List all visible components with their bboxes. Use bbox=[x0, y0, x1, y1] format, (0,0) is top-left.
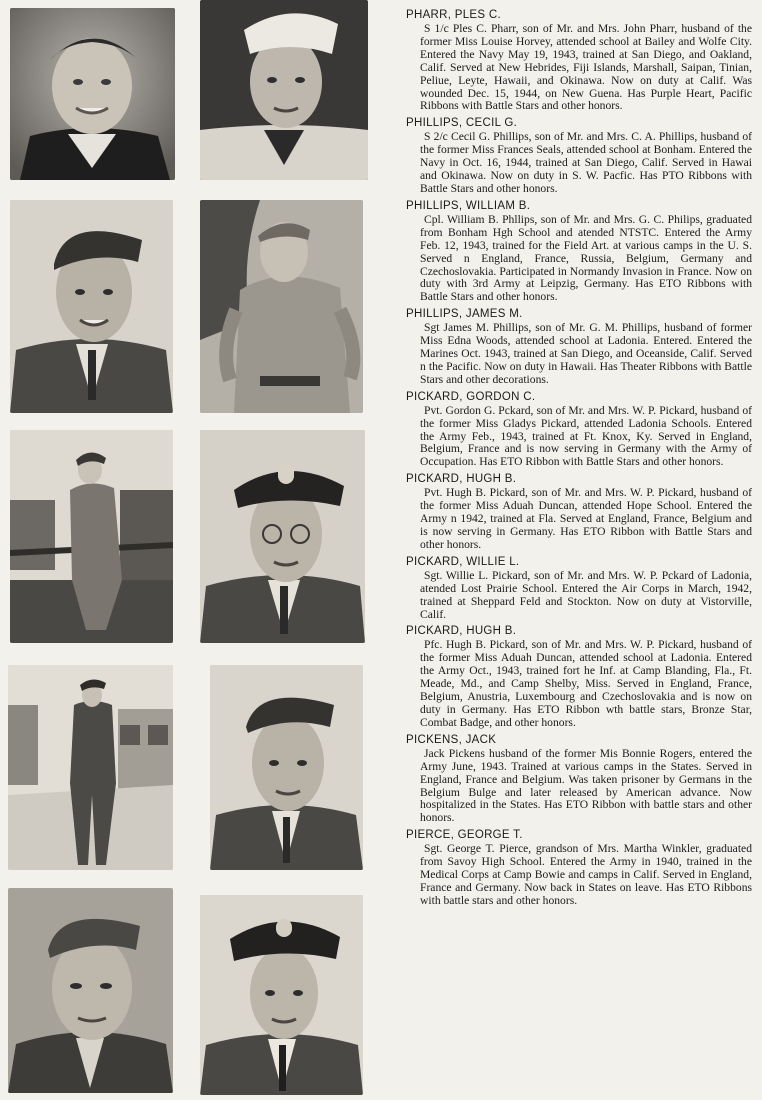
entry-bio: Cpl. William B. Phllips, son of Mr. and Mrs. G. C. Philips, graduated from Bonham Hgh School and atended NTSTC. Entered the Army Feb. 12, 1943, trained for the Field Art. at various camps in the U. S. Served n England, France, Russia, Belgium, Germany and Czechoslovakia. Participated in Normandy Invasion in France. Now on duty with 3rd Army at Leipzig, Germany. Has ETO Ribbons with Battle Stars and other honors. bbox=[420, 212, 752, 304]
entry-bio: Pfc. Hugh B. Pickard, son of Mr. and Mrs. W. P. Pickard, husband of the former Miss Aduah Duncan, attended school at Ladonia. Entered the Army Oct., 1943, trained fort he Inf. at Camp Blanding, Fla., Ft. Meade, Md., and Camp Shelby, Miss. Served in England, France, Belgium, Anustria, Luxembourg and Czechoslovakia and is now on duty in Germany. Has ETO Ribbon wth battle stars, Bronze Star, Combat Badge, and other honors. bbox=[420, 638, 752, 729]
entry-name: PHARR, PLES C. bbox=[406, 9, 501, 21]
entry-name: PHILLIPS, CECIL G. bbox=[406, 117, 518, 130]
photo-column bbox=[0, 0, 380, 1100]
entry-pierce-george bbox=[400, 828, 752, 908]
entry-bio: S 1/c Ples C. Pharr, son of Mr. and Mrs. John Pharr, husband of the former Miss Louise Horvey, attended school at Bailey and Wolfe City. Entered the Navy May 19, 1943, trained at San Diego, and Oakland, Calif. Served at New Hebrides, Fiji Islands, Marshall, Saipan, Tinian, Peliue, Leyte, Hawaii, and Okinawa. Now on duty at Calif. Was wounded Dec. 15, 1944, on New Guena. Has Purple Heart, Pacific Ribbons with Battle Stars and other honors. bbox=[420, 22, 752, 113]
entry-name: PICKARD, WILLIE L. bbox=[406, 555, 520, 568]
entry-phillips-james bbox=[400, 307, 752, 387]
entry-pickens-jack bbox=[400, 733, 752, 825]
entry-name: PHILLIPS, JAMES M. bbox=[406, 308, 523, 321]
entry-bio: Jack Pickens husband of the former Mis Bonnie Rogers, entered the Army June, 1943. Trained at various camps in the States. Served in England, France and Belgium. Was taken prisoner by Germans in the Belgium Bulge and later released by American advance. Now hospitalized in the States. Has ETO Ribbon with battle stars and other honors. bbox=[420, 746, 752, 825]
entry-bio: Pvt. Hugh B. Pickard, son of Mr. and Mrs. W. P. Pickard, husband of the former Miss Aduah Duncan, attended Hope School. Entered the Army n 1942, trained at Fla. Served at England, France, Belgium and is now serving in Germany. Has ETO Ribbon with Battle Stars and other honors. bbox=[420, 486, 752, 551]
portrait-photo-sailor-smiling bbox=[10, 8, 175, 180]
entry-pickard-willie bbox=[400, 555, 752, 622]
entry-bio: Sgt James M. Phillips, son of Mr. G. M. Phillips, husband of former Miss Edna Woods, attended school at Ladonia. Entered. Entered the Marines Oct. 1943, trained at San Diego, and Oceanside, Calif. Served n the Pacific. Now on duty in Hawaii. Has Theater Ribbons with Battle Stars and other decorations. bbox=[420, 321, 752, 386]
entry-name: PICKARD, HUGH B. bbox=[406, 473, 517, 486]
portrait-photo-soldier-garrison-cap-2 bbox=[210, 665, 363, 870]
entry-bio: Sgt. Willie L. Pickard, son of Mr. and Mrs. W. P. Pckard of Ladonia, atended Lost Prairie School. Entered the Air Corps in March, 1942, trained at Sheppard Feld and Stockton. Now on duty at Vistorville, Calif. bbox=[420, 568, 752, 621]
entry-name: PHILLIPS, WILLIAM B. bbox=[406, 199, 531, 212]
entry-name: PICKARD, GORDON C. bbox=[406, 390, 536, 403]
biography-column bbox=[400, 8, 752, 911]
entry-bio: Sgt. George T. Pierce, grandson of Mrs. Martha Winkler, graduated from Savoy High School. Entered the Army in 1940, trained in the Medical Corps at Camp Bowie and camps in Calif. Served in England, France and Germany. Now back in States on leave. Has ETO Ribbons with battle stars and other honors. bbox=[420, 842, 752, 907]
entry-name: PICKENS, JACK bbox=[406, 733, 497, 746]
portrait-photo-soldier-garrison-cap bbox=[10, 200, 173, 413]
portrait-photo-soldier-service-cap-glasses bbox=[200, 430, 365, 643]
portrait-photo-soldier-standing-outdoors bbox=[200, 200, 363, 413]
entry-pickard-hugh-2 bbox=[400, 624, 752, 729]
entry-bio: S 2/c Cecil G. Phillips, son of Mr. and Mrs. C. A. Phillips, husband of the former Miss Frances Seals, attended school at Bonham. Entered the Navy in Oct. 16, 1944, trained at San Diego, Calif. Served in Hawai and Okinawa. Now on duty in S. W. Pacfic. Has PTO Ribbons with Battle Stars and other honors. bbox=[420, 130, 752, 195]
portrait-photo-soldier-service-cap-2 bbox=[200, 895, 363, 1095]
portrait-photo-sailor-white-cap bbox=[200, 0, 368, 180]
portrait-photo-soldier-older bbox=[8, 888, 173, 1093]
photo-soldier-seated-on-rail bbox=[10, 430, 173, 643]
photo-soldier-standing-street bbox=[8, 665, 173, 870]
entry-pickard-hugh-1 bbox=[400, 472, 752, 552]
entry-bio: Pvt. Gordon G. Pckard, son of Mr. and Mrs. W. P. Pickard, husband of the former Miss Gladys Pickard, attended Ladonia Schools. Entered the Army Feb., 1943, trained at Ft. Knox, Ky. Served in England, Belgium, France and is now serving in Germany with the Army of Occupation. Has ETO Ribbon with Battle Stars and other honors. bbox=[420, 403, 752, 469]
entry-pharr-ples bbox=[400, 8, 752, 113]
entry-name: PICKARD, HUGH B. bbox=[406, 625, 517, 638]
entry-phillips-william bbox=[400, 199, 752, 304]
entry-phillips-cecil bbox=[400, 116, 752, 196]
entry-pickard-gordon bbox=[400, 390, 752, 470]
entry-name: PIERCE, GEORGE T. bbox=[406, 829, 523, 842]
